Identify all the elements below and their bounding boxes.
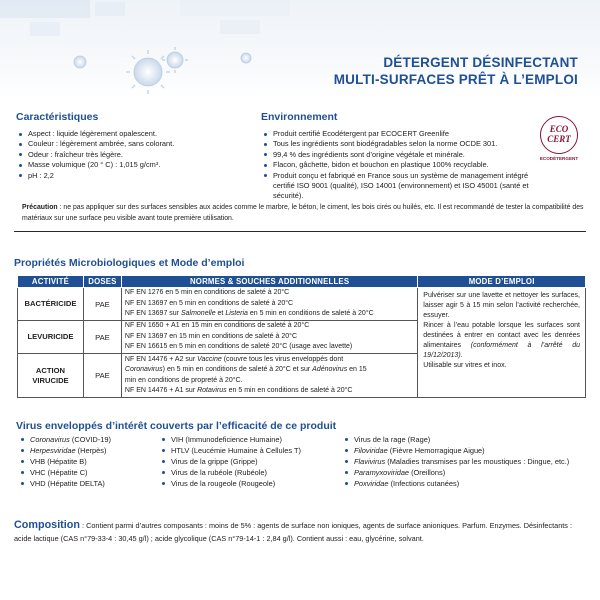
list-item: Flavivirus (Maladies transmises par les moustiques : Dingue, etc.): [343, 456, 595, 467]
list-item: VIH (Immunodeficience Humaine): [160, 434, 340, 445]
norm-line: NF EN 1276 en 5 min en conditions de saleté à 20°C: [124, 289, 290, 297]
characteristics-list: [17, 129, 247, 181]
dose-cell: PAE: [83, 288, 121, 321]
list-item: Tous les ingrédients sont biodégradables selon la norme OCDE 301.: [262, 139, 532, 149]
column-header-norms: NORMES & SOUCHES ADDITIONNELLES: [121, 276, 417, 288]
list-item: Virus de la rubéole (Rubéole): [160, 467, 340, 478]
list-item: Masse volumique (20 ° C) : 1,015 g/cm³.: [17, 160, 247, 170]
divider: [14, 231, 586, 232]
list-item: Filoviridae (Fièvre Hemorragique Aigue): [343, 445, 595, 456]
environment-list: [262, 129, 532, 202]
list-item: Virus de la rougeole (Rougeole): [160, 478, 340, 489]
norms-cell: [121, 288, 417, 321]
norm-line: NF EN 14476 + A2 sur Vaccine (couvre tous les virus enveloppés dont: [124, 355, 344, 363]
norm-line: NF EN 14476 + A1 sur Rotavirus en 5 min en conditions de saleté à 20°C: [124, 387, 353, 394]
list-item: Paramyxoviridae (Oreillons): [343, 467, 595, 478]
list-item: VHC (Hépatite C): [19, 467, 159, 478]
list-item: Couleur : légèrement ambrée, sans colorant.: [17, 139, 247, 149]
norm-line: NF EN 13697 en 5 min en conditions de saleté à 20°C: [124, 299, 294, 307]
virus-decoration-graphic: [0, 0, 330, 100]
list-item: Produit certifié Ecodétergent par ECOCERT Greenlife: [262, 129, 532, 139]
column-header-mode: MODE D’EMPLOI: [418, 276, 586, 288]
list-item: Odeur : fraîcheur très légère.: [17, 150, 247, 160]
list-item: Flacon, gâchette, bidon et bouchon en plastique 100% recyclable.: [262, 160, 532, 170]
dose-cell: PAE: [83, 354, 121, 398]
list-item: Virus de la grippe (Grippe): [160, 456, 340, 467]
dose-cell: PAE: [83, 321, 121, 354]
viruses-title: Virus enveloppés d’intérêt couverts par l’efficacité de ce produit: [16, 420, 337, 432]
norms-cell: [121, 321, 417, 354]
list-item: Virus de la rage (Rage): [343, 434, 595, 445]
usage-instructions-cell: [418, 288, 586, 398]
list-item: HTLV (Leucémie Humaine à Cellules T): [160, 445, 340, 456]
norm-line: NF EN 13697 en 15 min en conditions de saleté à 20°C: [124, 332, 297, 340]
precaution-note: [22, 203, 590, 224]
list-item: Coronavirus (COVID-19): [19, 434, 159, 445]
micro-title: Propriétés Microbiologiques et Mode d’emploi: [14, 257, 245, 269]
list-item: Produit conçu et fabriqué en France sous un système de management intégré certifié ISO 9001 (qualité), ISO 14001 (environnement) et ISO 45001 (santé et sécurité).: [262, 171, 532, 202]
composition-section: [14, 519, 586, 545]
list-item: pH : 2,2: [17, 171, 247, 181]
norm-line: min en conditions de propreté à 20°C.: [124, 376, 243, 384]
activity-cell: BACTÉRICIDE: [18, 288, 84, 321]
composition-title: Composition: [14, 519, 80, 531]
product-title: [334, 54, 578, 88]
table-row: [18, 288, 586, 321]
list-item: Aspect : liquide légèrement opalescent.: [17, 129, 247, 139]
list-item: Herpesviridae (Herpès): [19, 445, 159, 456]
composition-text: : Contient parmi d’autres composants : moins de 5% : agents de surface non ioniques, agents de surface anioniques. Parfum. Enzymes. Désinfectants : acide lactique (CAS n°79-33-4 : 30,45 g/l) ; acide glycolique (CAS n°79-14-1 : 2,84 g/l). Contient aussi : eau, glycérine, solvant.: [14, 521, 572, 543]
norm-line: NF EN 16615 en 5 min en conditions de saleté 20°C (usage avec lavette): [124, 343, 353, 351]
norm-line: Coronavirus) en 5 min en conditions de saleté à 20°C et sur Adénovirus en 15: [124, 366, 367, 373]
product-title-line2: MULTI-SURFACES PRÊT À L’EMPLOI: [333, 72, 578, 87]
norm-line: NF EN 1650 + A1 en 15 min en conditions de saleté à 20°C: [124, 322, 310, 330]
list-item: Poxviridae (Infections cutanées): [343, 478, 595, 489]
table-header-row: [18, 276, 586, 288]
virus-column-2: [160, 434, 340, 489]
ecocert-logo: [538, 116, 580, 162]
norms-cell: [121, 354, 417, 398]
virus-column-3: [343, 434, 595, 489]
column-header-doses: DOSES: [83, 276, 121, 288]
virus-column-1: [19, 434, 159, 489]
precaution-label: Précaution: [22, 204, 58, 211]
ecocert-label: ECODÉTERGENT: [539, 156, 579, 161]
environment-title: Environnement: [261, 111, 338, 123]
usage-step-3: Utilisable sur vitres et inox.: [423, 362, 507, 369]
list-item: VHB (Hépatite B): [19, 456, 159, 467]
list-item: VHD (Hépatite DELTA): [19, 478, 159, 489]
column-header-activity: ACTIVITÉ: [18, 276, 84, 288]
header-banner: [0, 0, 600, 100]
usage-step-1: Pulvériser sur une lavette et nettoyer les surfaces, laisser agir 5 à 15 min selon l’activité recherchée, essuyer.: [423, 292, 580, 319]
characteristics-title: Caractéristiques: [16, 111, 99, 123]
microbiology-table: [17, 275, 586, 398]
ecocert-logo-line1: ECO: [549, 124, 569, 134]
norm-line: NF EN 13697 sur Salmonelle et Listeria en 5 min en conditions de saleté à 20°C: [124, 310, 374, 318]
usage-step-2: Rincer à l’eau potable lorsque les surfaces sont destinées à entrer en contact avec les denrées alimentaires (conformément à l’arrêté du 19/12/2013).: [423, 322, 581, 359]
ecocert-logo-line2: CERT: [547, 134, 571, 144]
list-item: 99,4 % des ingrédients sont d’origine végétale et minérale.: [262, 150, 532, 160]
product-title-line1: DÉTERGENT DÉSINFECTANT: [383, 55, 578, 70]
activity-cell: ACTION VIRUCIDE: [18, 354, 84, 398]
precaution-text: : ne pas appliquer sur des surfaces sensibles aux acides comme le marbre, le béton, le ciment, les bois cirés ou huilés, etc. Il est recommandé de tester la compatibilité des matériaux sur une surface peu visible avant toute première utilisation.: [22, 204, 584, 222]
activity-cell: LEVURICIDE: [18, 321, 84, 354]
